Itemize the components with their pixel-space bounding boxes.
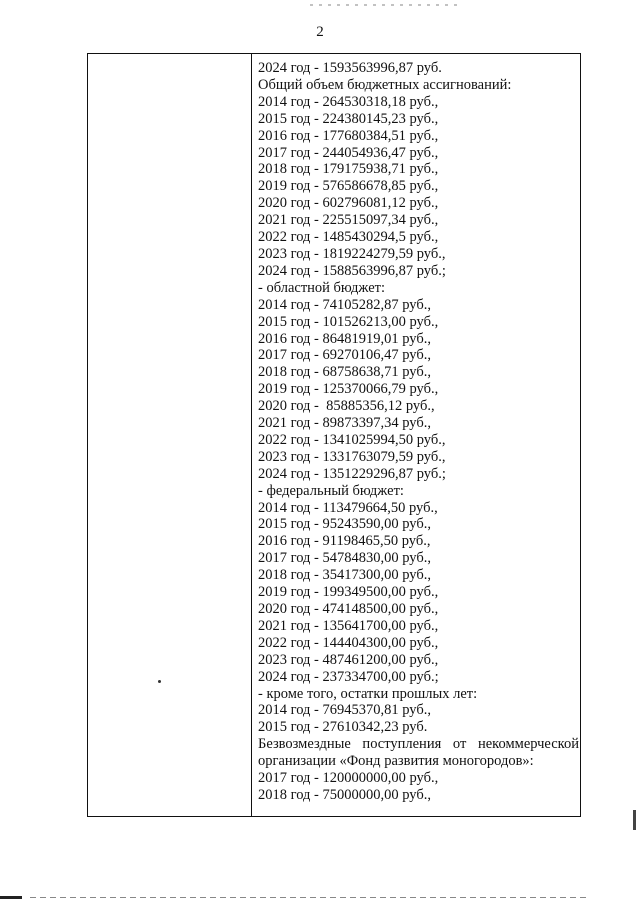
text-line: 2017 год - 54784830,00 руб., [258, 550, 431, 567]
text-line: 2023 год - 487461200,00 руб., [258, 651, 439, 668]
text-line: 2021 год - 89873397,34 руб., [258, 415, 431, 432]
text-line: 2014 год - 76945370,81 руб., [258, 702, 431, 719]
page-number: 2 [316, 24, 324, 40]
text-line: 2024 год - 1593563996,87 руб. [258, 60, 442, 76]
text-line: 2018 год - 75000000,00 руб., [258, 786, 431, 803]
scan-artifact-right [633, 810, 636, 830]
text-line: организации «Фонд развития моногородов»: [258, 753, 534, 770]
text-line: 2021 год - 225515097,34 руб., [258, 212, 439, 229]
text-line: 2015 год - 27610342,23 руб. [258, 719, 428, 736]
text-line: 2014 год - 264530318,18 руб., [258, 93, 439, 110]
text-line: 2024 год - 237334700,00 руб.; [258, 668, 439, 685]
text-line: 2018 год - 35417300,00 руб., [258, 567, 431, 584]
text-line: 2015 год - 95243590,00 руб., [258, 516, 431, 533]
text-line: - федеральный бюджет: [258, 482, 404, 499]
text-line: 2017 год - 69270106,47 руб., [258, 347, 431, 364]
text-line: Безвозмездные поступления от некоммерческой [258, 736, 579, 753]
text-line: 2024 год - 1351229296,87 руб.; [258, 465, 446, 482]
budget-table [87, 53, 581, 817]
budget-details-cell [252, 60, 579, 804]
text-line: 2020 год - 85885356,12 руб., [258, 398, 435, 415]
text-line: 2020 год - 474148500,00 руб., [258, 601, 439, 617]
text-line: 2015 год - 101526213,00 руб., [258, 313, 439, 330]
text-line: 2016 год - 91198465,50 руб., [258, 533, 431, 550]
text-line: 2014 год - 113479664,50 руб., [258, 499, 438, 516]
text-line: - кроме того, остатки прошлых лет: [258, 685, 478, 702]
text-line: 2022 год - 1341025994,50 руб., [258, 431, 446, 448]
text-line: 2014 год - 74105282,87 руб., [258, 296, 431, 313]
text-line: 2022 год - 144404300,00 руб., [258, 634, 439, 651]
left-cell-mark [158, 680, 161, 683]
text-line: 2018 год - 68758638,71 руб., [258, 364, 431, 381]
text-line: 2022 год - 1485430294,5 руб., [258, 229, 439, 246]
text-line: 2021 год - 135641700,00 руб., [258, 617, 439, 634]
text-line: 2019 год - 125370066,79 руб., [258, 381, 439, 398]
scan-artifact-bottom [30, 897, 590, 898]
text-line: 2023 год - 1819224279,59 руб., [258, 245, 446, 262]
text-line: 2017 год - 120000000,00 руб., [258, 770, 439, 787]
text-line: 2015 год - 224380145,23 руб., [258, 110, 439, 127]
text-line: 2018 год - 179175938,71 руб., [258, 161, 439, 178]
text-line: 2020 год - 602796081,12 руб., [258, 195, 439, 212]
text-line: 2016 год - 86481919,01 руб., [258, 330, 431, 347]
text-line: 2019 год - 199349500,00 руб., [258, 584, 439, 601]
text-line: 2016 год - 177680384,51 руб., [258, 127, 439, 144]
text-line: 2019 год - 576586678,85 руб., [258, 178, 439, 195]
text-line: 2023 год - 1331763079,59 руб., [258, 448, 446, 465]
scan-artifact-top [310, 4, 460, 6]
text-line: Общий объем бюджетных ассигнований: [258, 76, 512, 93]
text-line: - областной бюджет: [258, 279, 386, 296]
text-line: 2024 год - 1588563996,87 руб.; [258, 262, 446, 279]
text-line: 2017 год - 244054936,47 руб., [258, 144, 439, 161]
scan-artifact-bottom-left [0, 896, 22, 899]
